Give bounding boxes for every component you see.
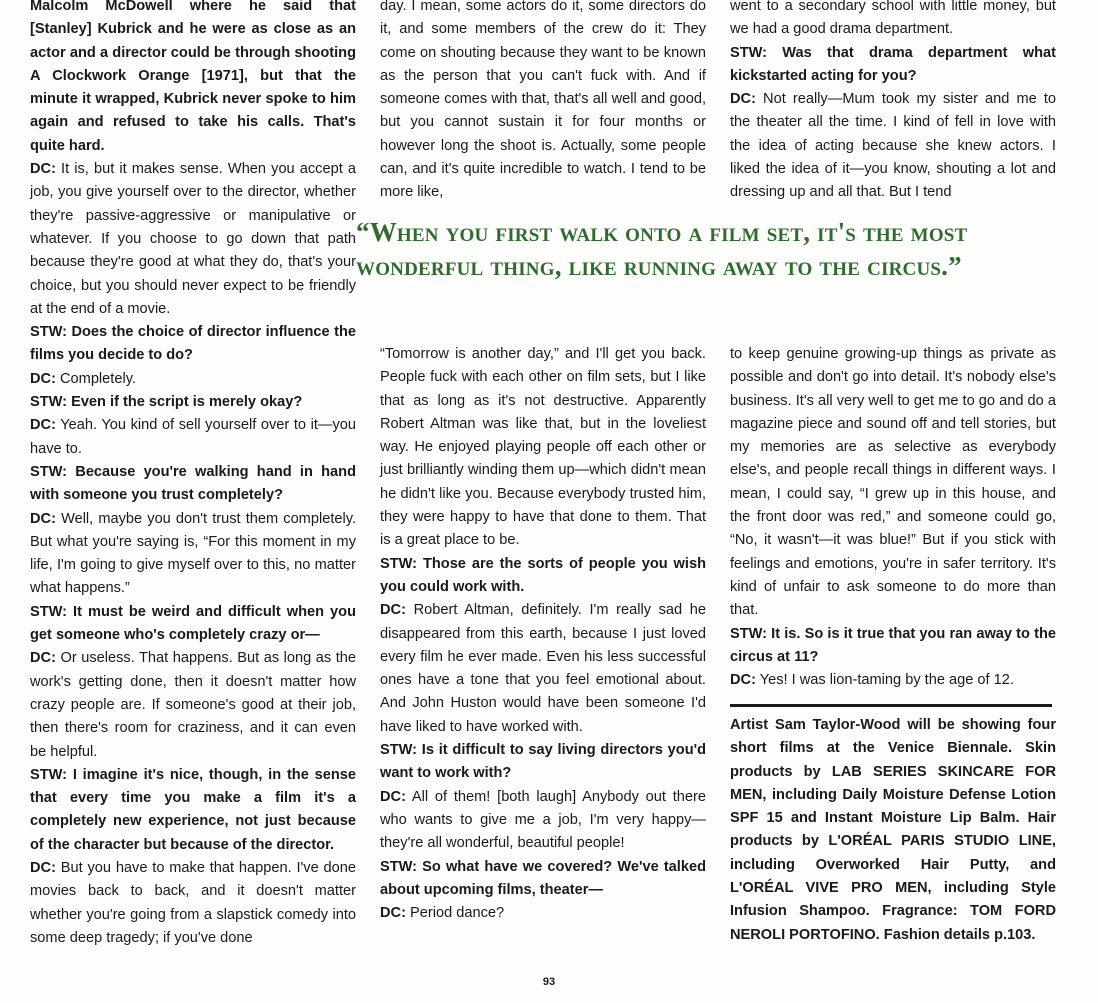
page-number: 93 <box>542 976 556 988</box>
answer-paragraph <box>730 669 1056 692</box>
speaker-label: STW: <box>30 394 68 411</box>
question-paragraph <box>380 856 706 903</box>
paragraph-text: Robert Altman, definitely. I'm really sad he disappeared from this earth, because I just loved every film he ever made. Even his less successful ones have a tone that you feel emotional about. And John Huston would have been someone I'd have liked to have worked with. <box>380 602 706 735</box>
paragraph-text: Because you're walking hand in hand with someone you trust completely? <box>30 463 356 504</box>
question-paragraph <box>730 623 1056 670</box>
paragraph-text: Malcolm McDowell where he said that [Stanley] Kubrick and he were as close as an actor and a director could be through shooting A Clockwork Orange [1971], but that the minute it wrapped, Kubrick never spoke to him again and refused to take his calls. That's quite hard. <box>30 0 356 154</box>
paragraph-text: Yeah. You kind of sell yourself over to it—you have to. <box>30 417 356 457</box>
paragraph-text: I imagine it's nice, though, in the sense that every time you make a film it's a completely new experience, not just because of the character but because of the director. <box>30 766 356 853</box>
speaker-label: STW: <box>380 742 418 759</box>
pull-quote: “When you first walk onto a film set, it's the most wonderful thing, like running away to the circus.” <box>356 217 968 281</box>
speaker-label: STW: <box>30 766 68 783</box>
credits-note: Artist Sam Taylor-Wood will be showing four short films at the Venice Biennale. Skin products by LAB SERIES SKINCARE FOR MEN, including Daily Moisture Defense Lotion SPF 15 and Instant Moisture Lip Balm. Hair products by L'ORÉAL PARIS STUDIO LINE, including Overworked Hair Putty, and L'ORÉAL VIVE PRO MEN, including Style Infusion Shampoo. Fragrance: TOM FORD NEROLI PORTOFINO. Fashion details p.103. <box>730 717 1056 943</box>
speaker-label: DC: <box>30 370 56 387</box>
question-paragraph <box>30 461 356 508</box>
speaker-label: STW: <box>30 603 68 620</box>
answer-paragraph <box>380 786 706 856</box>
column-3-top <box>730 0 1056 199</box>
paragraph-text: It is. So is it true that you ran away to the circus at 11? <box>730 625 1056 665</box>
answer-paragraph <box>30 414 356 461</box>
speaker-label: STW: <box>30 324 68 341</box>
paragraph-text: So what have we covered? We've talked about upcoming films, theater— <box>380 858 706 898</box>
speaker-label: STW: <box>730 44 768 61</box>
paragraph-text: But you have to make that happen. I've done movies back to back, and it doesn't matter whether you're going from a slapstick comedy into some deep tragedy; if you've done <box>30 859 356 946</box>
question-paragraph <box>380 553 706 600</box>
speaker-label: DC: <box>380 788 406 805</box>
paragraph-text: It must be weird and difficult when you get someone who's completely crazy or— <box>30 603 356 644</box>
paragraph-text: All of them! [both laugh] Anybody out there who wants to give me a job, I'm very happy—they're all wonderful, beautiful people! <box>380 788 706 852</box>
speaker-label: STW: <box>380 555 418 572</box>
answer-paragraph <box>30 368 356 391</box>
column-1 <box>30 0 356 950</box>
answer-paragraph <box>380 343 706 553</box>
speaker-label: DC: <box>730 91 756 108</box>
answer-paragraph <box>380 599 706 739</box>
paragraph-text: Even if the script is merely okay? <box>67 394 303 411</box>
paragraph-text: to keep genuine growing-up things as private as possible and don't go into detail. It's nobody else's business. It's all very well to get me to go and do a magazine piece and sound off and tell stories, but my memories are as selective as everybody else's, and people recall things in different ways. I mean, I could say, “I grew up in this house, and the front door was red,” and someone could go, “No, it wasn't—it was blue!” But if you stick with feelings and emotions, you're in safer territory. It's kind of unfair to ask someone to do more than that. <box>730 346 1056 619</box>
paragraph-text: went to a secondary school with little money, but we had a good drama department. <box>730 0 1056 38</box>
speaker-label: STW: <box>730 625 768 642</box>
question-paragraph <box>30 764 356 857</box>
question-paragraph <box>30 601 356 648</box>
answer-paragraph <box>30 508 356 601</box>
paragraph-text: Not really—Mum took my sister and me to the theater all the time. I kind of fell in love with the idea of acting because she knew actors. I liked the idea of it—you know, shouting a lot and dressing up and all that. But I tend <box>730 91 1056 199</box>
question-paragraph <box>30 321 356 368</box>
column-2-top <box>380 0 706 199</box>
speaker-label: DC: <box>30 859 56 876</box>
credits-divider <box>730 704 1052 707</box>
answer-paragraph <box>730 0 1056 42</box>
question-paragraph <box>30 0 356 158</box>
answer-paragraph <box>730 343 1056 623</box>
speaker-label: DC: <box>380 602 406 619</box>
paragraph-text: Period dance? <box>405 905 505 922</box>
answer-paragraph <box>380 902 706 925</box>
paragraph-text: Does the choice of director influence the films you decide to do? <box>30 324 356 364</box>
paragraph-text: It is, but it makes sense. When you accept a job, you give yourself over to the director, whether they're passive-aggressive or manipulative or whatever. If you choose to go down that path because they're good at what they do, that's your choice, but you should never expect to be friendly at the end of a movie. <box>30 161 356 317</box>
speaker-label: STW: <box>30 463 68 480</box>
paragraph-text: Is it difficult to say living directors you'd want to work with? <box>380 742 706 782</box>
speaker-label: DC: <box>30 650 56 667</box>
speaker-label: DC: <box>30 161 56 178</box>
paragraph-text: Yes! I was lion-taming by the age of 12. <box>755 672 1014 689</box>
speaker-label: STW: <box>380 858 418 875</box>
paragraph-text: Those are the sorts of people you wish you could work with. <box>380 555 706 595</box>
speaker-label: DC: <box>730 672 756 689</box>
paragraph-text: Or useless. That happens. But as long as the work's getting done, then it doesn't matter how crazy people are. If someone's good at their job, then there's room for craziness, and it can even be helpful. <box>30 650 356 760</box>
speaker-label: DC: <box>30 510 56 527</box>
question-paragraph <box>30 391 356 414</box>
paragraph-text: Was that drama department what kickstarted acting for you? <box>730 44 1056 84</box>
speaker-label: DC: <box>380 905 406 922</box>
answer-paragraph <box>30 647 356 763</box>
column-3-bottom <box>730 343 1056 692</box>
question-paragraph <box>380 739 706 786</box>
paragraph-text: day. I mean, some actors do it, some directors do it, and some members of the crew do it: They come on shouting because they want to be known as the person that you can't fuck with. And if someone comes with that, that's all well and good, but you cannot sustain it for four months or however long the shoot is. Actually, some people can, and it's quite incredible to watch. I tend to be more like, <box>380 0 706 199</box>
column-2-bottom <box>380 343 706 925</box>
paragraph-text: Well, maybe you don't trust them completely. But what you're saying is, “For this moment in my life, I'm going to give myself over to this, no matter what happens.” <box>30 510 356 597</box>
speaker-label: DC: <box>30 417 56 434</box>
answer-paragraph <box>380 0 706 199</box>
paragraph-text: “Tomorrow is another day,” and I'll get you back. People fuck with each other on film sets, but I like that as long as it's not destructive. Apparently Robert Altman was like that, but in the loveliest way. He enjoyed playing people off each other or just brilliantly winding them up—which didn't mean he didn't like you. Because everybody trusted him, they were happy to have that done to them. That is a great place to be. <box>380 346 706 549</box>
answer-paragraph <box>730 88 1056 199</box>
answer-paragraph <box>30 158 356 321</box>
answer-paragraph <box>30 857 356 950</box>
question-paragraph <box>730 42 1056 89</box>
paragraph-text: Completely. <box>55 370 136 387</box>
